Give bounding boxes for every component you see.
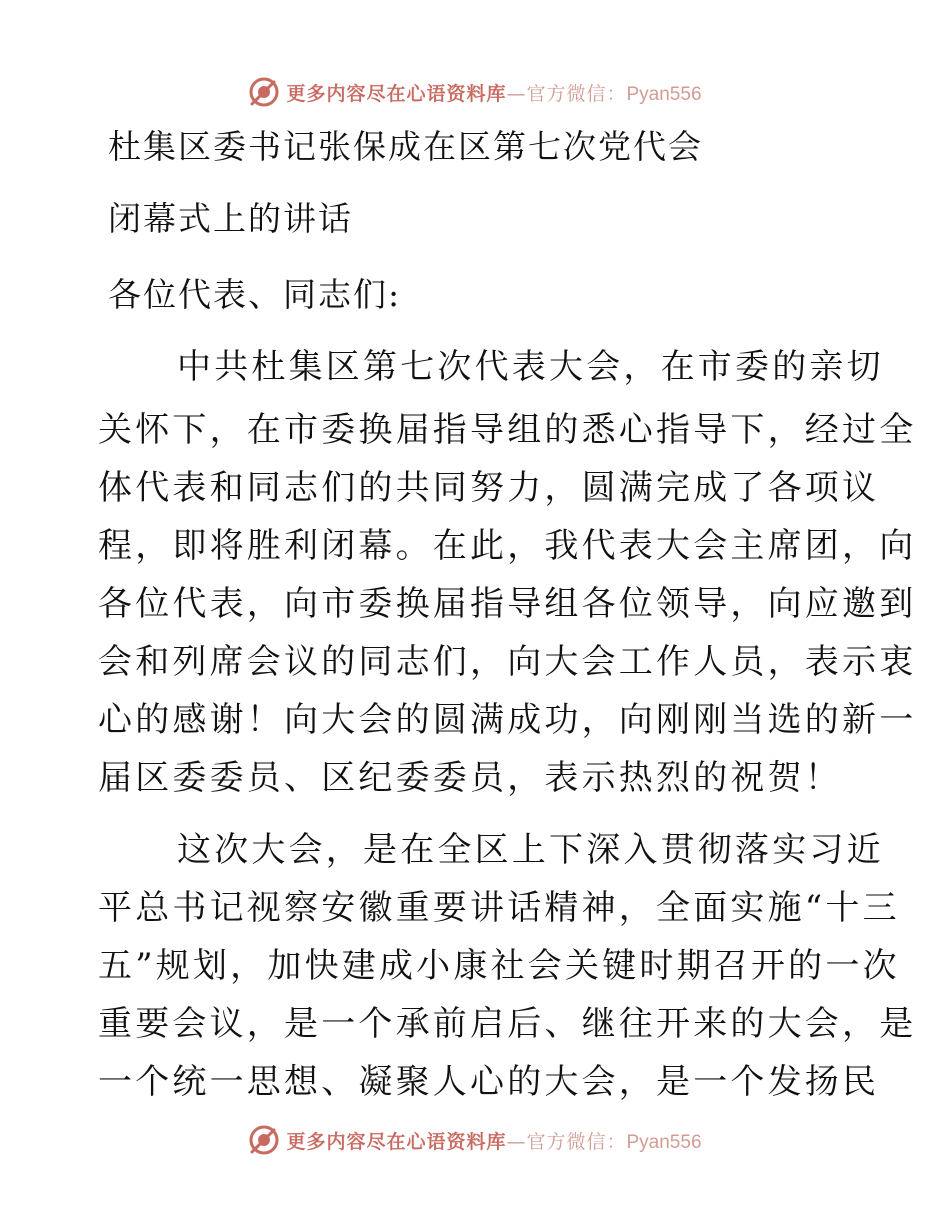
paragraph-2-line: 平总书记视察安徽重要讲话精神，全面实施“十三 (98, 888, 900, 928)
paragraph-1-line: 心的感谢！向大会的圆满成功，向刚刚当选的新一 (98, 700, 917, 740)
watermark-suffix: 官方微信： (526, 1130, 627, 1153)
paragraph-1-line: 会和列席会议的同志们，向大会工作人员，表示衷 (98, 642, 917, 682)
watermark-text (286, 1127, 701, 1154)
watermark-text (286, 79, 701, 106)
watermark-separator: — (506, 1130, 527, 1153)
paragraph-1-line: 体代表和同志们的共同努力，圆满完成了各项议 (98, 468, 880, 508)
quill-logo-icon (248, 76, 280, 108)
salutation: 各位代表、同志们: (108, 275, 402, 314)
paragraph-1-line: 各位代表，向市委换届指导组各位领导，向应邀到 (98, 584, 917, 624)
quill-logo-icon (248, 1124, 280, 1156)
header-watermark (0, 72, 950, 112)
watermark-account: Pyan556 (626, 83, 702, 105)
watermark-separator: — (506, 82, 527, 105)
watermark-brand: 更多内容尽在心语资料库 (286, 82, 507, 105)
document-title-line-2: 闭幕式上的讲话 (108, 199, 353, 238)
paragraph-2-line: 一个统一思想、凝聚人心的大会，是一个发扬民 (98, 1062, 880, 1102)
document-title-line-1: 杜集区委书记张保成在区第七次党代会 (108, 127, 703, 166)
paragraph-1-line: 程，即将胜利闭幕。在此，我代表大会主席团，向 (98, 526, 917, 566)
paragraph-1-line: 关怀下，在市委换届指导组的悉心指导下，经过全 (98, 410, 917, 450)
paragraph-2-line: 五”规划，加快建成小康社会关键时期召开的一次 (98, 946, 900, 986)
paragraph-2-line: 重要会议，是一个承前启后、继往开来的大会，是 (98, 1004, 917, 1044)
paragraph-1-line: 中共杜集区第七次代表大会，在市委的亲切 (177, 347, 884, 387)
watermark-account: Pyan556 (626, 1131, 702, 1153)
paragraph-2-line: 这次大会，是在全区上下深入贯彻落实习近 (177, 830, 884, 870)
watermark-suffix: 官方微信： (526, 82, 627, 105)
paragraph-1-line: 届区委委员、区纪委委员，表示热烈的祝贺！ (98, 758, 842, 798)
watermark-brand: 更多内容尽在心语资料库 (286, 1130, 507, 1153)
footer-watermark (0, 1120, 950, 1160)
